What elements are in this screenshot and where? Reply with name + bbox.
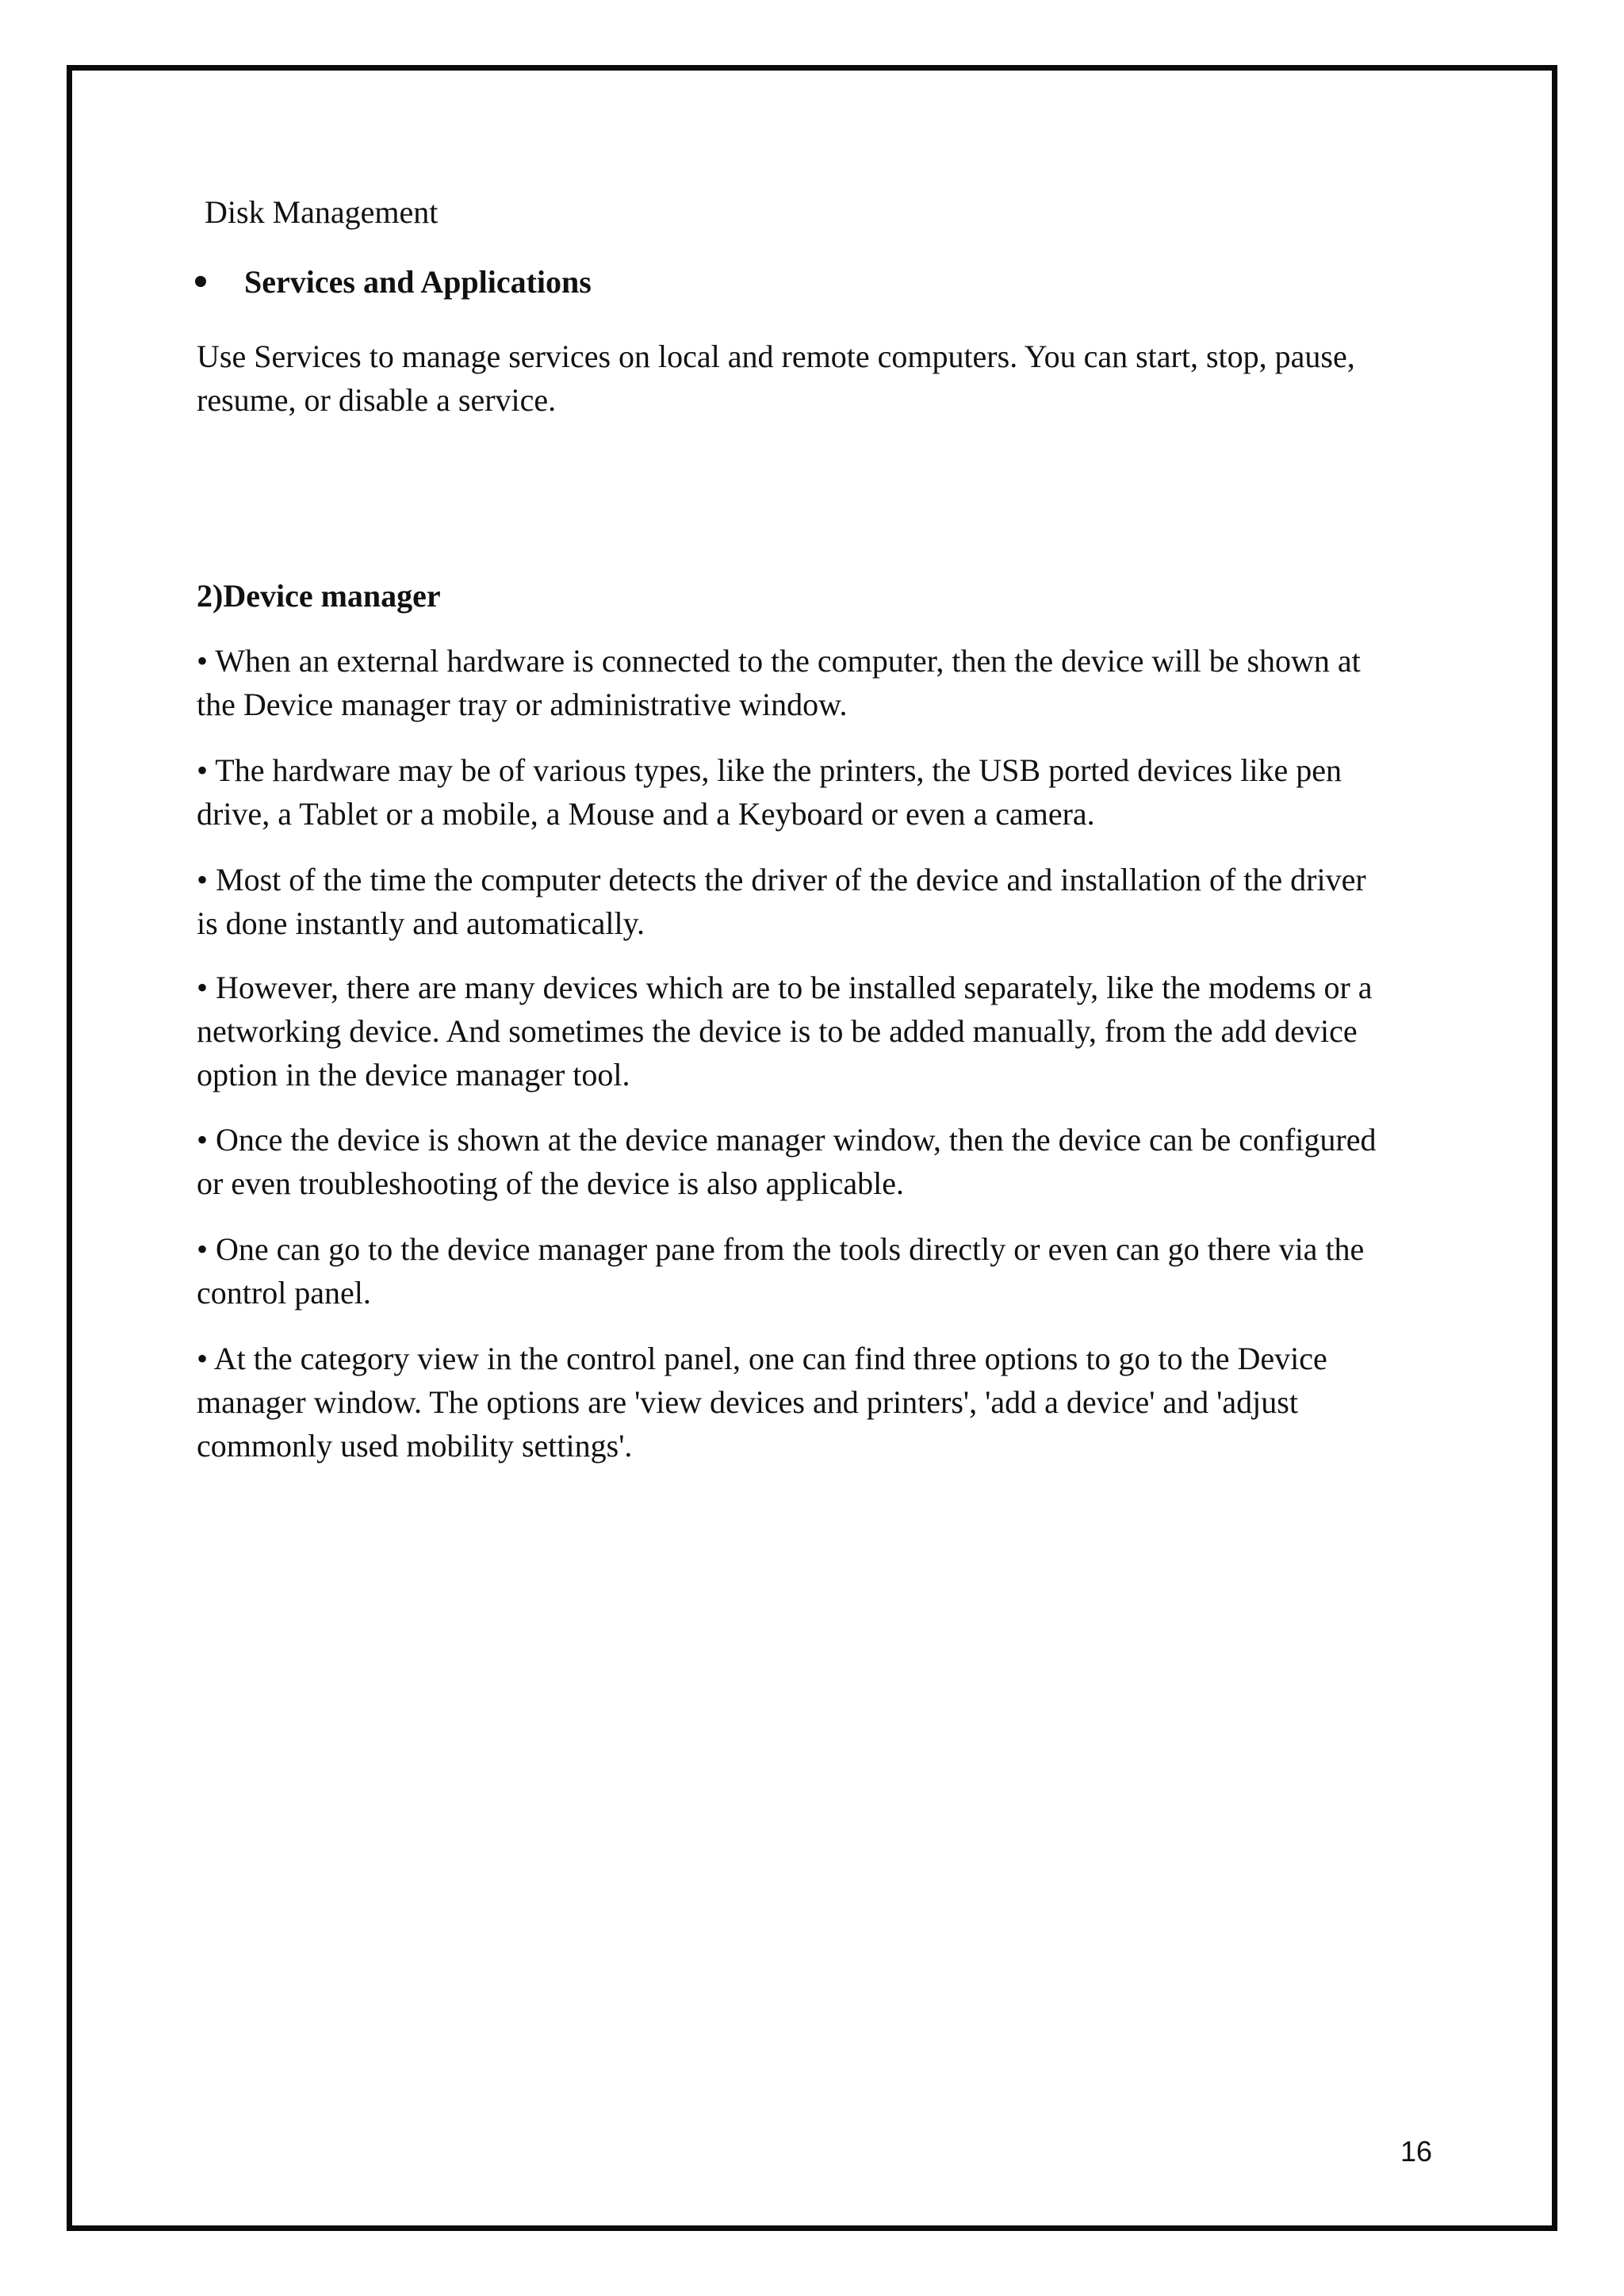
bullet-5-line-1: • Once the device is shown at the device manager window, then the device can be configured	[197, 1122, 1377, 1158]
bullet-4-line-1: • However, there are many devices which are to be installed separately, like the modems or a	[197, 970, 1373, 1005]
bullet-1-line-1: • When an external hardware is connected to the computer, then the device will be shown at	[197, 643, 1361, 679]
page-number: 16	[1400, 2135, 1433, 2168]
disk-management-text: Disk Management	[205, 194, 439, 230]
bullet-paragraph-2	[197, 748, 1342, 836]
bullet-2-line-2: drive, a Tablet or a mobile, a Mouse and a Keyboard or even a camera.	[197, 796, 1095, 832]
bullet-paragraph-1	[197, 639, 1361, 726]
bullet-7-line-2: manager window. The options are 'view devices and printers', 'add a device' and 'adjust	[197, 1384, 1298, 1420]
bullet-4-line-3: option in the device manager tool.	[197, 1057, 630, 1093]
device-manager-heading: 2)Device manager	[197, 578, 441, 614]
bullet-4-line-2: networking device. And sometimes the device is to be added manually, from the add device	[197, 1013, 1358, 1049]
bullet-7-line-1: • At the category view in the control panel, one can find three options to go to the Device	[197, 1341, 1327, 1376]
bullet-dot-icon	[195, 276, 206, 287]
services-paragraph	[197, 335, 1355, 422]
bullet-paragraph-4	[197, 966, 1373, 1096]
services-line-1: Use Services to manage services on local and remote computers. You can start, stop, pause,	[197, 339, 1355, 374]
bullet-paragraph-6	[197, 1227, 1364, 1314]
services-line-2: resume, or disable a service.	[197, 382, 557, 418]
bullet-5-line-2: or even troubleshooting of the device is also applicable.	[197, 1165, 904, 1201]
services-applications-heading	[244, 260, 592, 304]
bullet-1-line-2: the Device manager tray or administrative window.	[197, 687, 848, 722]
bullet-7-line-3: commonly used mobility settings'.	[197, 1428, 633, 1464]
bullet-paragraph-5	[197, 1118, 1377, 1205]
bullet-paragraph-7	[197, 1337, 1327, 1468]
bullet-6-line-2: control panel.	[197, 1275, 371, 1311]
bullet-6-line-1: • One can go to the device manager pane from the tools directly or even can go there via the	[197, 1231, 1365, 1267]
bullet-2-line-1: • The hardware may be of various types, like the printers, the USB ported devices like pen	[197, 752, 1342, 788]
bullet-paragraph-3	[197, 858, 1366, 945]
services-heading-label: Services and Applications	[244, 264, 592, 300]
bullet-3-line-1: • Most of the time the computer detects the driver of the device and installation of the driver	[197, 862, 1366, 897]
bullet-3-line-2: is done instantly and automatically.	[197, 905, 645, 941]
